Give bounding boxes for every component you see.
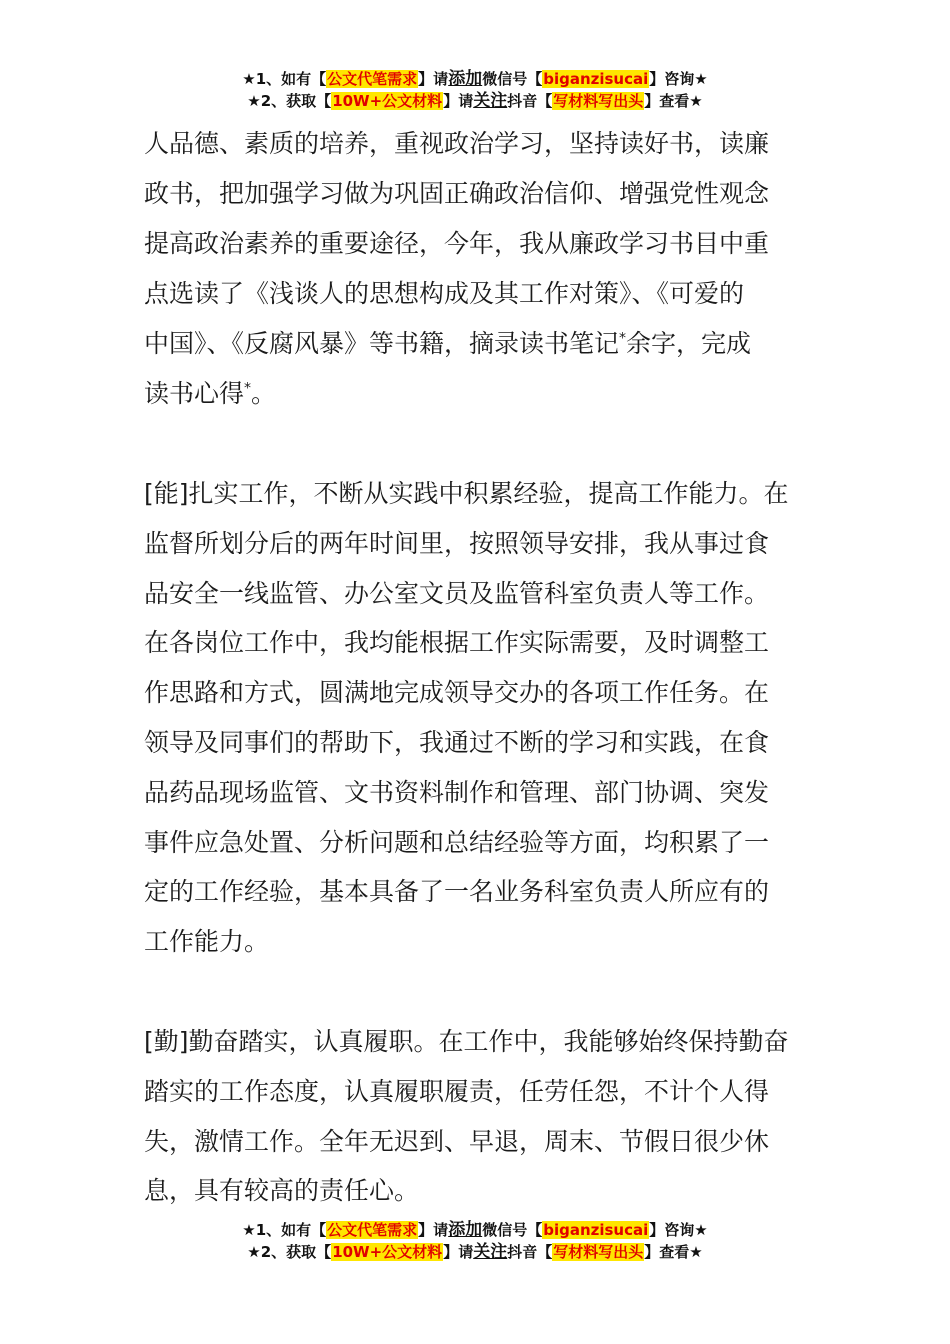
text-line: 踏实的工作态度，认真履职履责，任劳任怨，不计个人得 — [144, 1077, 770, 1106]
promo-text: 】请 — [418, 1221, 449, 1239]
star-icon: ★ — [694, 1221, 708, 1239]
promo-text: 】咨询 — [649, 1221, 695, 1239]
text-line: 工作能力。 — [144, 927, 270, 956]
top-promo-banner — [0, 68, 950, 112]
text-line — [144, 377, 824, 411]
promo-text: 1、如有【 — [255, 1221, 327, 1239]
promo-line-2 — [0, 1241, 950, 1263]
promo-highlight-material: 10W+公文材料 — [332, 92, 443, 110]
text-line: [勤]勤奋踏实，认真履职。在工作中，我能够始终保持勤奋 — [144, 1027, 789, 1056]
star-icon: ★ — [689, 1243, 703, 1261]
text-segment: 。 — [251, 379, 277, 408]
promo-follow: 关注 — [473, 1242, 508, 1262]
text-line: 监督所划分后的两年时间里，按照领导安排，我从事过食 — [144, 529, 770, 558]
text-line: 点选读了《浅谈人的思想构成及其工作对策》、《可爱的 — [144, 279, 745, 308]
promo-text: 2、获取【 — [260, 1243, 332, 1261]
promo-highlight-material: 10W+公文材料 — [332, 1243, 443, 1261]
promo-follow: 关注 — [473, 91, 508, 111]
text-line: 政书，把加强学习做为巩固正确政治信仰、增强党性观念 — [144, 179, 770, 208]
promo-douyin-id: 写材料写出头 — [553, 1243, 644, 1261]
promo-text: 抖音【 — [507, 92, 553, 110]
star-icon: ★ — [247, 1243, 261, 1261]
promo-text: 2、获取【 — [260, 92, 332, 110]
promo-add: 添加 — [448, 1220, 483, 1240]
text-line: 定的工作经验，基本具备了一名业务科室负责人所应有的 — [144, 877, 770, 906]
promo-highlight-need: 公文代笔需求 — [327, 70, 418, 88]
promo-highlight-need: 公文代笔需求 — [327, 1221, 418, 1239]
placeholder-mark: * — [619, 330, 627, 347]
promo-line-1 — [0, 1219, 950, 1241]
text-line: 提高政治素养的重要途径，今年，我从廉政学习书目中重 — [144, 229, 770, 258]
promo-text: 1、如有【 — [255, 70, 327, 88]
promo-text: 抖音【 — [507, 1243, 553, 1261]
text-line: 品药品现场监管、文书资料制作和管理、部门协调、突发 — [144, 778, 770, 807]
text-segment: 余字，完成 — [626, 329, 752, 358]
promo-douyin-id: 写材料写出头 — [553, 92, 644, 110]
text-segment: 读书心得 — [144, 379, 245, 408]
text-line: 人品德、素质的培养，重视政治学习，坚持读好书，读廉 — [144, 129, 770, 158]
promo-text: 微信号【 — [482, 1221, 543, 1239]
promo-line-2 — [0, 90, 950, 112]
text-line: 领导及同事们的帮助下，我通过不断的学习和实践，在食 — [144, 728, 770, 757]
text-line: 息，具有较高的责任心。 — [144, 1176, 420, 1205]
promo-text: 】请 — [443, 92, 474, 110]
promo-wechat-id: biganzisucai — [543, 70, 649, 88]
bottom-promo-banner — [0, 1219, 950, 1263]
text-line: 在各岗位工作中，我均能根据工作实际需要，及时调整工 — [144, 628, 770, 657]
star-icon: ★ — [242, 70, 256, 88]
promo-text: 】请 — [418, 70, 449, 88]
promo-text: 微信号【 — [482, 70, 543, 88]
text-line: 事件应急处置、分析问题和总结经验等方面，均积累了一 — [144, 828, 770, 857]
promo-line-1 — [0, 68, 950, 90]
star-icon: ★ — [689, 92, 703, 110]
text-line: 作思路和方式，圆满地完成领导交办的各项工作任务。在 — [144, 678, 770, 707]
promo-add: 添加 — [448, 69, 483, 89]
star-icon: ★ — [247, 92, 261, 110]
text-line: 失，激情工作。全年无迟到、早退，周末、节假日很少休 — [144, 1127, 770, 1156]
text-line: [能]扎实工作，不断从实践中积累经验，提高工作能力。在 — [144, 479, 789, 508]
promo-text: 】请 — [443, 1243, 474, 1261]
placeholder-mark: * — [244, 380, 252, 397]
star-icon: ★ — [242, 1221, 256, 1239]
promo-text: 】查看 — [644, 1243, 690, 1261]
promo-text: 】咨询 — [649, 70, 695, 88]
text-segment: 中国》、《反腐风暴》等书籍，摘录读书笔记 — [144, 329, 620, 358]
text-line — [144, 327, 824, 361]
text-line: 品安全一线监管、办公室文员及监管科室负责人等工作。 — [144, 579, 770, 608]
star-icon: ★ — [694, 70, 708, 88]
promo-text: 】查看 — [644, 92, 690, 110]
promo-wechat-id: biganzisucai — [543, 1221, 649, 1239]
